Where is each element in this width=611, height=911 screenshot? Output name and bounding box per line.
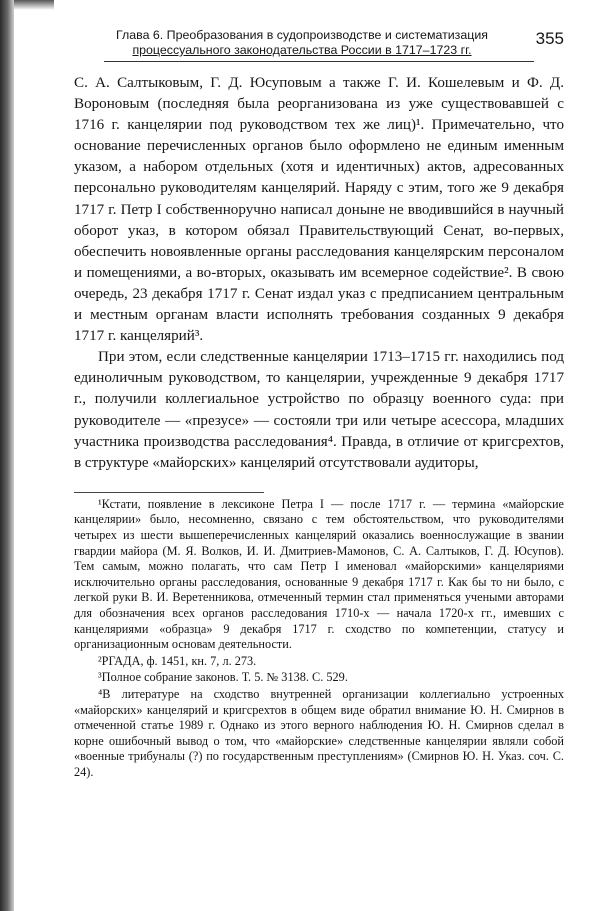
footnotes <box>74 497 564 781</box>
footnote-2: ²РГАДА, ф. 1451, кн. 7, л. 273. <box>98 653 257 668</box>
book-page <box>74 28 564 780</box>
main-text <box>74 73 564 474</box>
header-line-1: Глава 6. Преобразования в судопроизводстве и систематизация <box>116 28 488 42</box>
footnote-separator <box>74 492 264 493</box>
header-rule <box>104 61 534 62</box>
paragraph-1: С. А. Салтыковым, Г. Д. Юсуповым а также Г. И. Кошелевым и Ф. Д. Вороновым (последняя была реорганизована из уже существовавшей с 1716 г. канцелярии под руководством тех же лиц)¹. Примечательно, что основание перечисленных органов было оформлено не единым именным указом, а набором отдельных (хотя и идентичных) актов, адресованных персонально руководителям канцелярий. Наряду с этим, того же 9 декабря 1717 г. Петр I собственноручно написал доныне не вводившийся в научный оборот указ, в котором обязал Правительствующий Сенат, во-первых, обеспечить новоявленные органы расследования канцелярским персоналом и помещениями, а во-вторых, оказывать им всемерное содействие². В свою очередь, 23 декабря 1717 г. Сенат издал указ с предписанием центральным и местным органам власти исполнять требования созданных 9 декабря 1717 г. канцелярий³. <box>74 75 564 345</box>
header-line-2: процессуального законодательства России в 1717–1723 гг. <box>132 43 472 57</box>
page-number: 355 <box>535 29 564 48</box>
running-header-title <box>92 28 512 58</box>
book-spine-shadow <box>0 0 14 911</box>
footnote-4: ⁴В литературе на сходство внутренней организации коллегиально устроенных «майорских» канцелярий и кригсрехтов в общем виде обратил внимание Ю. Н. Смирнов в отмеченной статье 1989 г. Однако из этого верного наблюдения Ю. Н. Смирнов сделал в корне ошибочный вывод о том, что «майорские» следственные канцелярии являли собой «военные трибуналы (?) по государственным преступлениям» (Смирнов Ю. Н. Указ. соч. С. 24). <box>74 686 564 779</box>
paragraph-2: При этом, если следственные канцелярии 1713–1715 гг. находились под единоличным руководством, то канцелярии, учрежденные 9 декабря 1717 г., получили коллегиальное устройство по образцу военного суда: при руководителе — «презусе» — состояли три или четыре асессора, младших участника производства расследования⁴. Правда, в отличие от кригсрехтов, в структуре «майорских» канцелярий отсутствовали аудиторы, <box>74 349 564 471</box>
footnote-3: ³Полное собрание законов. Т. 5. № 3138. С. 529. <box>98 670 348 685</box>
footnote-1: ¹Кстати, появление в лексиконе Петра I — после 1717 г. — термина «майорские канцелярии» было, несомненно, связано с тем обстоятельством, что руководителями четырех из шести вышеперечисленных канцелярий оказались военнослужащие в звании гвардии майора (М. Я. Волков, И. И. Дмитриев-Мамонов, С. А. Салтыков, Г. Д. Юсупов). Тем самым, можно полагать, что сам Петр I именовал «майорскими» канцеляриями исключительно органы расследования, основанные 9 декабря 1717 г. Как бы то ни было, с легкой руки В. И. Веретенникова, отмеченный термин стал применяться учеными авторами для обозначения всех органов расследования 1710-х — начала 1720-х гг., имевших с канцеляриями «образца» 9 декабря 1717 г. сходство по компетенции, статусу и организационным основам деятельности. <box>74 496 564 652</box>
scan-edge-shadow <box>14 0 54 10</box>
running-header <box>74 28 564 58</box>
